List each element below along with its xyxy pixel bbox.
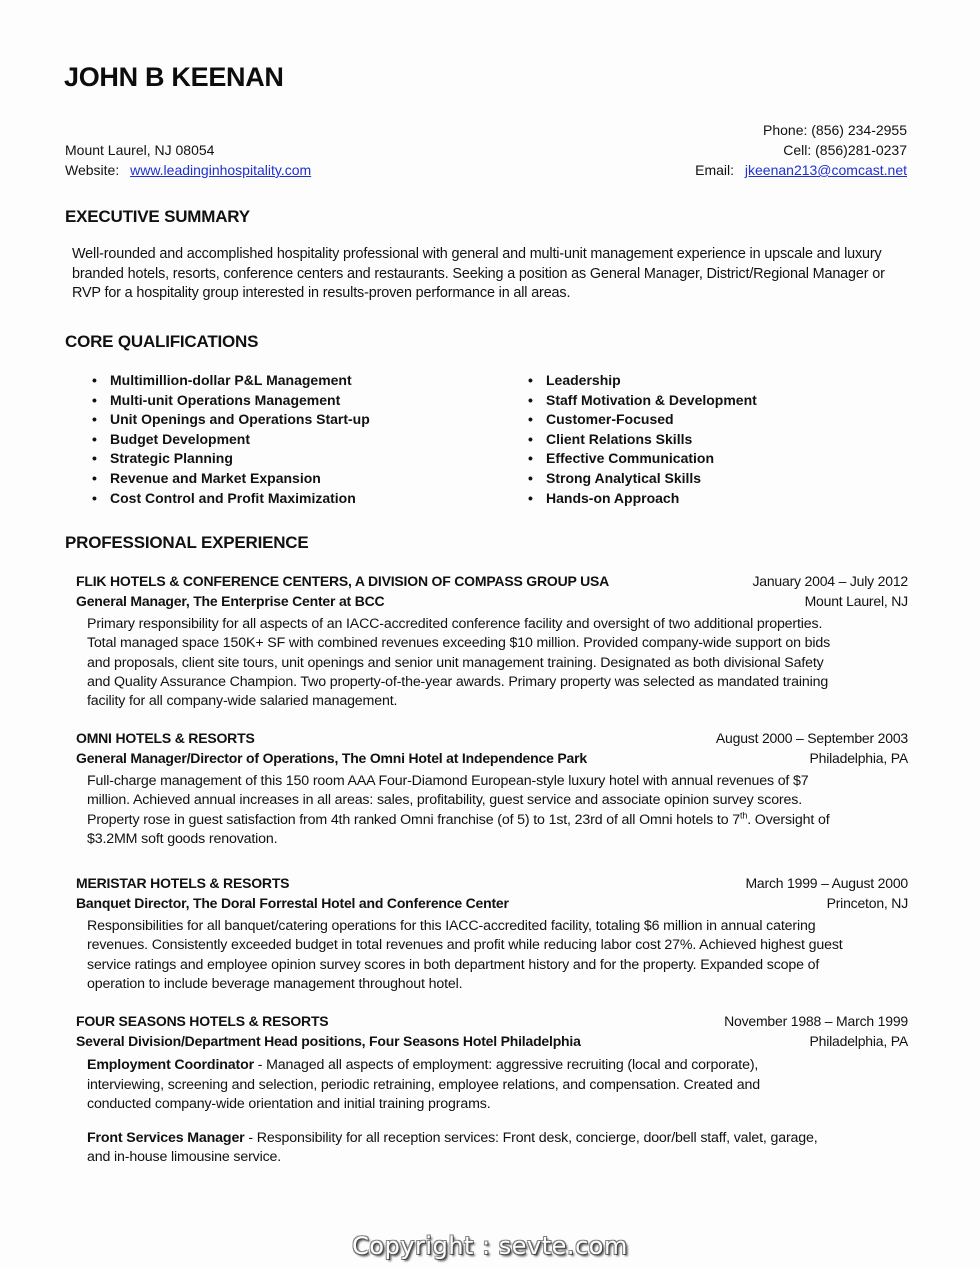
bullet-icon: • xyxy=(528,372,533,388)
website-line xyxy=(65,160,311,180)
job-dates: March 1999 – August 2000 xyxy=(745,875,908,891)
qualification-text: Staff Motivation & Development xyxy=(546,391,757,408)
qualification-text: Strong Analytical Skills xyxy=(546,469,702,486)
qualification-text: Budget Development xyxy=(110,430,251,447)
email-line xyxy=(695,160,907,180)
qualification-text: Customer-Focused xyxy=(546,411,674,428)
core-qualifications-heading: CORE QUALIFICATIONS xyxy=(65,332,259,351)
job-role: General Manager/Director of Operations, The Omni Hotel at Independence Park xyxy=(76,750,587,766)
bullet-icon: • xyxy=(92,450,97,467)
job-dates: January 2004 – July 2012 xyxy=(752,573,908,589)
job-entry xyxy=(76,1011,908,1168)
qualification-item xyxy=(92,449,370,469)
sub-role-title: Employment Coordinator xyxy=(87,1057,254,1073)
job-location: Philadelphia, PA xyxy=(809,1033,908,1049)
bullet-icon: • xyxy=(92,430,97,447)
sub-role-text: - Managed all aspects of employment: aggressive recruiting (local and corporate), interviewing, screening and selection, periodic retraining, employee relations, and compensation. Created and conducted company-wide orientation and initial training programs. xyxy=(87,1057,760,1113)
cell: Cell: (856)281-0237 xyxy=(783,142,907,158)
job-company-row xyxy=(76,571,908,591)
job-company-row xyxy=(76,873,908,893)
bullet-icon: • xyxy=(92,411,97,428)
qualification-item xyxy=(528,489,757,509)
qualification-text: Client Relations Skills xyxy=(546,430,693,447)
job-dates: August 2000 – September 2003 xyxy=(715,730,908,746)
job-description xyxy=(87,772,847,849)
contact-right xyxy=(695,120,907,180)
bullet-icon: • xyxy=(528,411,533,428)
qualifications-list-right xyxy=(528,371,757,508)
qualification-text: Effective Communication xyxy=(546,450,715,467)
job-company-row xyxy=(76,728,908,748)
job-location: Mount Laurel, NJ xyxy=(804,593,908,609)
qualification-text: Leadership xyxy=(546,372,621,388)
bullet-icon: • xyxy=(528,450,533,467)
qualification-item xyxy=(528,410,757,430)
job-role-row xyxy=(76,1031,908,1051)
job-role: General Manager, The Enterprise Center at BCC xyxy=(76,593,385,609)
job-description: Primary responsibility for all aspects of an IACC-accredited conference facility and oversight of two additional properties. Total managed space 150K+ SF with combined revenues exceeding $10 million. Provided company-wide support on bids and proposals, client site tours, unit openings and senior unit management training. Designated as both divisional Safety and Quality Assurance Champion. Two property-of-the-year awards. Primary property was selected as mandated training facility for all company-wide salaried management. xyxy=(87,616,831,710)
job-role: Several Division/Department Head positions, Four Seasons Hotel Philadelphia xyxy=(76,1033,581,1049)
qualification-item xyxy=(528,469,757,489)
address: Mount Laurel, NJ 08054 xyxy=(65,142,215,158)
sub-role-entry xyxy=(87,1129,827,1168)
job-company: FLIK HOTELS & CONFERENCE CENTERS, A DIVISION OF COMPASS GROUP USA xyxy=(76,573,610,589)
job-company-row xyxy=(76,1011,908,1031)
candidate-name: JOHN B KEENAN xyxy=(64,62,284,92)
bullet-icon: • xyxy=(528,469,533,486)
ordinal-suffix: th xyxy=(740,809,748,820)
qualification-item xyxy=(92,371,370,391)
qualification-item xyxy=(92,430,370,450)
website-label: Website: xyxy=(65,162,120,178)
qualification-text: Multimillion-dollar P&L Management xyxy=(110,372,352,388)
bullet-icon: • xyxy=(528,430,533,447)
job-entry xyxy=(76,571,908,711)
qualification-text: Hands-on Approach xyxy=(546,489,680,506)
website-link[interactable]: www.leadinginhospitality.com xyxy=(130,162,312,178)
sub-role-title: Front Services Manager xyxy=(87,1129,245,1146)
job-company: OMNI HOTELS & RESORTS xyxy=(76,730,255,746)
phone: Phone: (856) 234-2955 xyxy=(763,122,907,138)
executive-summary-heading: EXECUTIVE SUMMARY xyxy=(65,207,250,226)
sub-role-text: - Responsibility for all reception services: Front desk, concierge, door/bell staff, valet, garage, and in-house limousine service. xyxy=(87,1129,818,1166)
bullet-icon: • xyxy=(92,372,97,388)
qualification-item xyxy=(528,449,757,469)
job-dates: November 1988 – March 1999 xyxy=(724,1013,908,1029)
qualification-item xyxy=(528,371,757,391)
qualification-item xyxy=(92,391,370,411)
copyright-watermark: Copyright : sevte.com xyxy=(352,1232,628,1260)
job-role-row xyxy=(76,591,908,611)
qualification-item xyxy=(92,489,370,509)
qualification-text: Revenue and Market Expansion xyxy=(110,469,321,486)
bullet-icon: • xyxy=(92,469,97,486)
qualification-text: Unit Openings and Operations Start-up xyxy=(110,411,370,428)
bullet-icon: • xyxy=(92,391,97,408)
bullet-icon: • xyxy=(528,489,533,506)
bullet-icon: • xyxy=(92,489,97,506)
job-role-row xyxy=(76,748,908,768)
job-description-text: . Oversight of $3.2MM soft goods renovation. xyxy=(87,811,830,847)
contact-left xyxy=(65,140,311,180)
job-location: Princeton, NJ xyxy=(826,895,908,911)
job-role: Banquet Director, The Doral Forrestal Hotel and Conference Center xyxy=(76,895,509,911)
job-entry xyxy=(76,873,908,994)
qualification-item xyxy=(528,391,757,411)
email-link[interactable]: jkeenan213@comcast.net xyxy=(744,162,907,178)
bullet-icon: • xyxy=(528,391,533,408)
job-role-row xyxy=(76,893,908,913)
professional-experience-heading: PROFESSIONAL EXPERIENCE xyxy=(65,533,309,552)
job-location: Philadelphia, PA xyxy=(809,750,908,766)
executive-summary-text: Well-rounded and accomplished hospitality professional with general and multi-unit management experience in upscale and luxury branded hotels, resorts, conference centers and restaurants. Seeking a position as General Manager, District/Regional Manager or RVP for a hospitality group interested in results-proven performance in all areas. xyxy=(72,246,885,302)
qualification-item xyxy=(528,430,757,450)
qualification-item xyxy=(92,469,370,489)
job-entry xyxy=(76,728,908,849)
email-label: Email: xyxy=(695,162,735,178)
qualification-text: Cost Control and Profit Maximization xyxy=(110,489,356,506)
sub-role-entry xyxy=(87,1056,827,1115)
qualification-text: Multi-unit Operations Management xyxy=(110,391,341,408)
job-description-text: Full-charge management of this 150 room AAA Four-Diamond European-style luxury hotel with annual revenues of $7 million. Achieved annual increases in all areas: sales, profitability, guest service and associate opinion survey scores. Property rose in guest satisfaction from 4th ranked Omni franchise (of 5) to 1st, 23rd of all Omni hotels to 7 xyxy=(87,773,809,828)
job-description: Responsibilities for all banquet/catering operations for this IACC-accredited facility, totaling $6 million in annual catering revenues. Consistently exceeded budget in total revenues and profit while reducing labor cost 27%. Achieved highest guest service ratings and employee opinion survey scores in both department history and for the property. Expanded scope of operation to include beverage management throughout hotel. xyxy=(87,918,843,992)
qualifications-list-left xyxy=(92,371,370,508)
job-company: FOUR SEASONS HOTELS & RESORTS xyxy=(76,1013,329,1029)
job-company: MERISTAR HOTELS & RESORTS xyxy=(76,875,290,891)
qualification-item xyxy=(92,410,370,430)
qualification-text: Strategic Planning xyxy=(110,450,233,467)
